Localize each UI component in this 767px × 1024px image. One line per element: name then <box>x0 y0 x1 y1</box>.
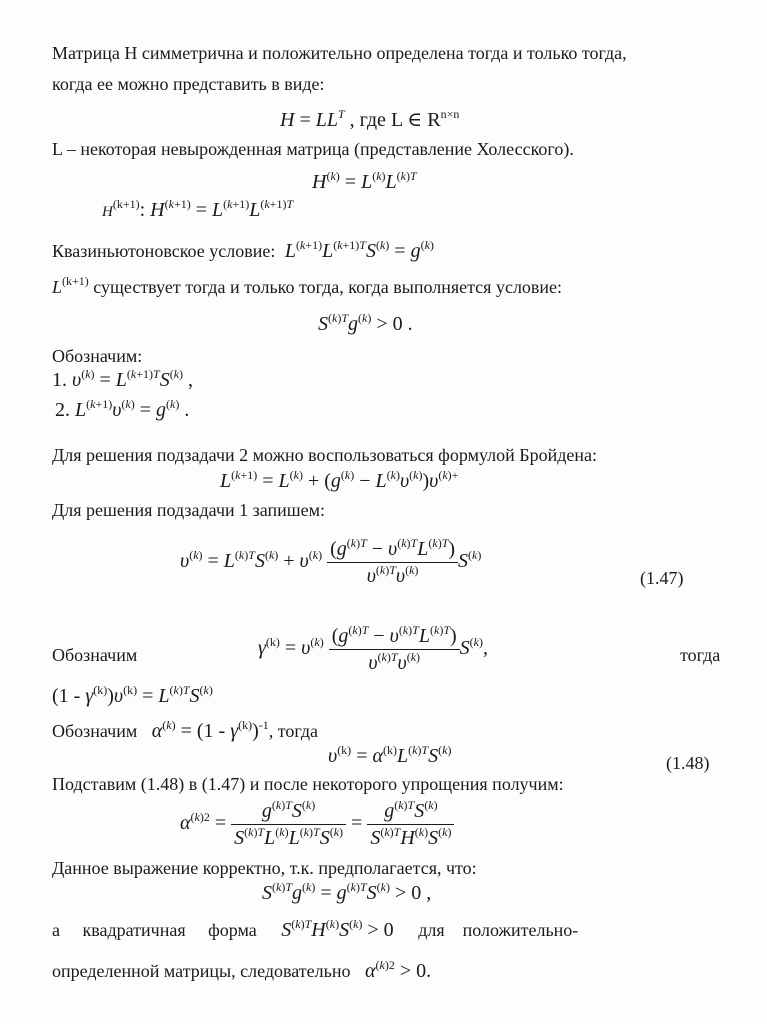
item-1-number: 1. <box>52 369 67 391</box>
then-word-2: , тогда <box>268 721 319 741</box>
formula-alpha-squared: $\alpha^{(k)2}$ = $\frac{g^{(k)T}S^{(k)}}{S^{(k)T}L^{(k)}L^{(k)T}S^{(k)}}$ = $\frac{g^{(k)T}S^{(k)}}{S^{(k)T}H^{(k)}S^{(k)}}$ <box>180 799 454 850</box>
conclusion-line: определенной матрицы, следовательно $\alpha^{(k)2} > 0$. <box>52 958 432 982</box>
quadratic-form-line: а квадратичная форма $S^{(k)T}H^{(k)}S^{(k)} > 0$ для положительно- <box>52 917 579 941</box>
paragraph-2: L – некоторая невырожденная матрица (представление Холесского). <box>52 139 574 159</box>
denote-alpha-line: Обозначим $\alpha^{(k)} = (1 - \gamma^{(k)})^{-1}$, тогда <box>52 718 319 742</box>
formula-cholesky: $H = LL^T$ , где L ∈ $R^{n\times n}$ <box>280 107 460 131</box>
broyden-text: Для решения подзадачи 2 можно воспользоваться формулой Бройдена: <box>52 445 598 465</box>
formula-148: $\upsilon^{(k)} = \alpha^{(k)}L^{(k)T}S^{(k)}$ <box>328 743 452 767</box>
subproblem-1-text: Для решения подзадачи 1 запишем: <box>52 500 325 520</box>
correctness-text: Данное выражение корректно, т.к. предполагается, что: <box>52 858 477 878</box>
paragraph-1-line-1: Матрица H симметрична и положительно определена тогда и только тогда, <box>52 43 627 63</box>
quasi-newton-label: Квазиньютоновское условие: <box>52 241 276 261</box>
item-2: 2. $L^{(k+1)}\upsilon^{(k)} = g^{(k)}$ . <box>55 397 190 421</box>
conclusion-text: определенной матрицы, следовательно <box>52 961 351 981</box>
substitute-text: Подставим (1.48) в (1.47) и после некоторого упрощения получим: <box>52 774 564 794</box>
formula-gamma: $\gamma^{(k)} = \upsilon^{(k)}$ $\frac{(g^{(k)T} - \upsilon^{(k)T}L^{(k)T})}{\upsilon^{(k)T}\upsilon^{(k)}}$ $S^{(k)}$, <box>258 623 488 674</box>
existence-text: существует тогда и только тогда, когда выполняется условие: <box>93 277 563 297</box>
formula-hk: $H^{(k)} = L^{(k)}L^{(k)T}$ <box>312 169 417 193</box>
equation-number-148: (1.48) <box>666 753 710 773</box>
existence-line: $L^{(k+1)}$ существует тогда и только тогда, когда выполняется условие: <box>52 274 563 297</box>
denote-gamma-label: Обозначим <box>52 645 138 665</box>
paragraph-1-line-2: когда ее можно представить в виде: <box>52 74 325 94</box>
denote-alpha-label: Обозначим <box>52 721 138 741</box>
formula-condition: $S^{(k)T}g^{(k)} > 0$ . <box>318 311 413 335</box>
formula-broyden: $L^{(k+1)} = L^{(k)} + (g^{(k)} - L^{(k)}\upsilon^{(k)})\upsilon^{(k)+}$ <box>220 468 459 492</box>
where-word: где <box>359 109 386 131</box>
item-1: 1. $\upsilon^{(k)} = L^{(k+1)T}S^{(k)}$ , <box>52 367 194 391</box>
item-2-number: 2. <box>55 399 70 421</box>
denote-heading: Обозначим: <box>52 346 143 366</box>
formula-147: $\upsilon^{(k)} = L^{(k)T}S^{(k)} + \upsilon^{(k)}$ $\frac{(g^{(k)T} - \upsilon^{(k)T}L^{(k)T})}{\upsilon^{(k)T}\upsilon^{(k)}}$ $S^{(k)}$ <box>180 536 482 587</box>
then-word: тогда <box>680 645 721 665</box>
formula-hk1: $H^{(k+1)}$: $H^{(k+1)} = L^{(k+1)}L^{(k+1)T}$ <box>102 197 294 221</box>
quasi-newton-line: Квазиньютоновское условие: $L^{(k+1)}L^{(k+1)T}S^{(k)} = g^{(k)}$ <box>52 238 434 262</box>
quadratic-form-text: а квадратичная форма <box>52 920 257 940</box>
formula-symmetric-product: $S^{(k)T}g^{(k)} = g^{(k)T}S^{(k)} > 0$ , <box>262 880 432 904</box>
positive-definite-text: для положительно- <box>418 920 579 940</box>
equation-number-147: (1.47) <box>640 568 684 588</box>
formula-one-minus-gamma: $(1 - \gamma^{(k)})\upsilon^{(k)} = L^{(k)T}S^{(k)}$ <box>52 683 213 707</box>
